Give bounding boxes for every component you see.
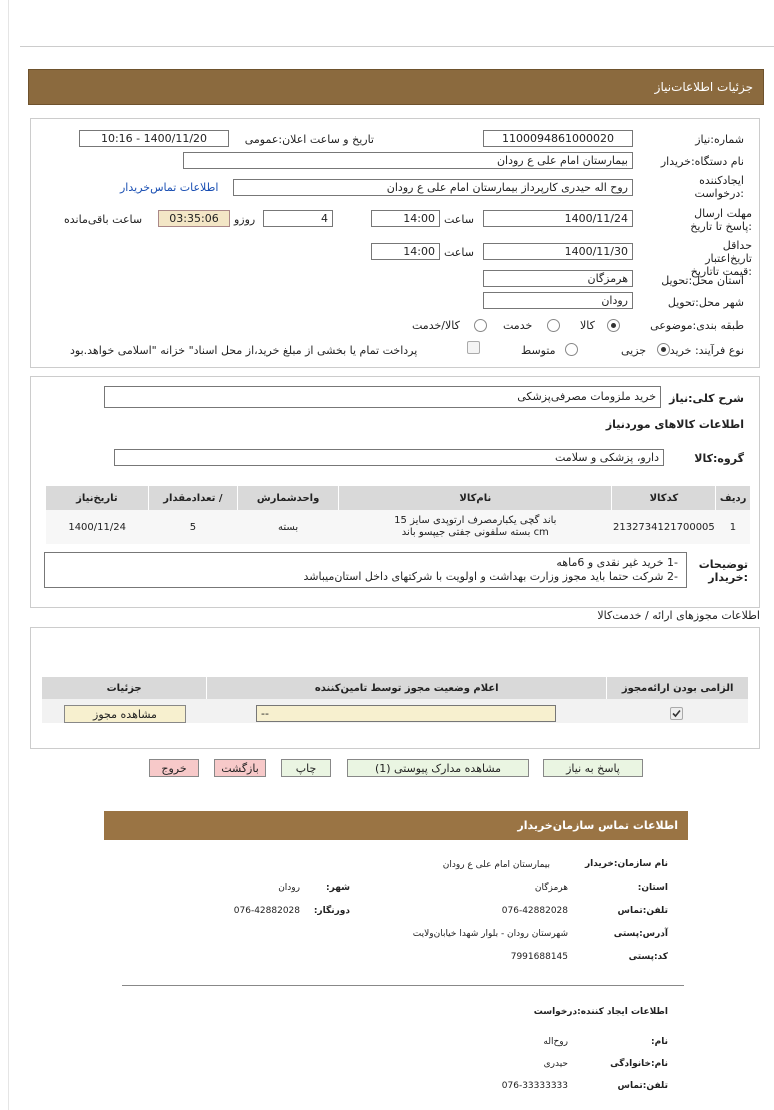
cell-row: 1 — [729, 521, 737, 533]
province-field[interactable]: هرمزگان — [483, 270, 633, 287]
reply-button[interactable]: پاسخ به نیاز — [543, 759, 643, 777]
contact-phone-label: تلفن:تماس — [617, 906, 668, 916]
contact-province-value: هرمزگان — [534, 883, 568, 893]
category-service-radio[interactable] — [547, 319, 560, 332]
contact-province-label: استان: — [637, 883, 668, 893]
goods-group-label: گروه:کالا — [694, 452, 744, 465]
process-minor-radio[interactable] — [657, 343, 670, 356]
top-divider — [20, 46, 774, 47]
deadline-date-field[interactable]: 1400/11/24 — [483, 210, 633, 227]
cell-qty: 5 — [189, 521, 197, 533]
contact-fax-label: دورنگار: — [313, 906, 350, 916]
permit-status-field[interactable]: -- — [256, 705, 556, 722]
cell-name — [339, 510, 612, 544]
treasury-payment-note: پرداخت تمام یا بخشی از مبلغ خرید،از محل اسناد" خزانه "اسلامی خواهد.بود — [70, 344, 418, 357]
contact-org-value: بیمارستان امام علی ع رودان — [442, 860, 550, 870]
city-field[interactable]: رودان — [483, 292, 633, 309]
goods-group-field[interactable]: دارو، پزشکی و سلامت — [114, 449, 664, 466]
contact-city-label: شهر: — [326, 883, 350, 893]
creator-info-title: اطلاعات ایجاد کننده:درخواست — [533, 1007, 668, 1017]
col-qty: / تعدادمقدار — [148, 486, 237, 510]
deadline-label: مهلت ارسال :پاسخ تا تاریخ — [690, 207, 752, 233]
contact-fax-value: 076-42882028 — [233, 906, 300, 916]
header-bar — [28, 69, 764, 105]
cell-code: 2132734121700005 — [612, 521, 715, 533]
deadline-time-label: ساعت — [444, 213, 474, 226]
category-label: طبقه بندی:موضوعی — [650, 319, 744, 332]
col-date: تاریخ‌نیاز — [46, 486, 148, 510]
process-label: نوع فرآیند: خرید — [669, 344, 744, 357]
left-border — [8, 0, 9, 1110]
cell-name-line1: باند گچی یکبارمصرف ارتوپدی سایز 15 — [394, 515, 557, 526]
creator-field[interactable]: روح اله حیدری کارپرداز بیمارستان امام علی ع رودان — [233, 179, 633, 196]
permit-required-checkbox[interactable] — [670, 707, 683, 720]
days-label: روزو — [234, 213, 256, 226]
col-unit: واحدشمارش — [238, 486, 339, 510]
contact-postal-label: کد:پستی — [628, 952, 668, 962]
treasury-payment-checkbox[interactable] — [467, 341, 480, 354]
col-required: الزامی بودن ارائه‌مجوز — [607, 677, 748, 699]
contact-header — [104, 811, 688, 840]
contact-title: اطلاعات تماس سازمان‌خریدار — [517, 819, 678, 832]
deadline-time-field[interactable]: 14:00 — [371, 210, 440, 227]
goods-table — [46, 486, 750, 544]
creator-family-label: نام:خانوادگی — [610, 1059, 668, 1069]
attachments-button[interactable]: مشاهده مدارک پیوستی (1) — [347, 759, 529, 777]
creator-family-value: حیدری — [543, 1059, 568, 1069]
buyer-notes-box — [44, 552, 687, 588]
permits-title: اطلاعات مجوزهای ارائه / خدمت‌کالا — [597, 609, 760, 622]
header-title: جزئیات اطلاعات‌نیاز — [654, 80, 753, 94]
col-details: جزئیات — [42, 677, 207, 699]
col-row: ردیف — [716, 486, 750, 510]
exit-button[interactable]: خروج — [149, 759, 199, 777]
buyer-notes-label: توضیحات :خریدار — [698, 558, 748, 584]
remaining-time: 03:35:06 — [158, 210, 230, 227]
process-medium-radio[interactable] — [565, 343, 578, 356]
view-permit-button[interactable]: مشاهده مجوز — [64, 705, 186, 723]
category-both-radio[interactable] — [474, 319, 487, 332]
process-minor-label: جزیی — [621, 344, 647, 357]
contact-address-value: شهرستان رودان - بلوار شهدا خیابان‌ولایت — [412, 929, 568, 939]
creator-name-label: نام: — [651, 1037, 668, 1047]
days-field[interactable]: 4 — [263, 210, 333, 227]
category-service-label: خدمت — [503, 319, 533, 332]
goods-info-title: اطلاعات کالاهای موردنیاز — [605, 418, 744, 431]
description-field[interactable]: خرید ملزومات مصرفی‌پزشکی — [104, 386, 661, 408]
description-label: شرح کلی:نیاز — [669, 392, 744, 405]
contact-postal-value: 7991688145 — [510, 952, 568, 962]
goods-table-grid — [46, 486, 750, 544]
creator-label: ایجادکننده :درخواست — [694, 174, 744, 200]
print-button[interactable]: چاپ — [281, 759, 331, 777]
province-label: استان محل:تحویل — [661, 274, 744, 287]
cell-name-line2: cm بسته سلفونی جفتی جیپسو باند — [401, 527, 549, 538]
buyer-org-field[interactable]: بیمارستان امام علی ع رودان — [183, 152, 633, 169]
buyer-contact-link[interactable]: اطلاعات تماس‌خریدار — [120, 181, 219, 194]
cell-unit: بسته — [278, 521, 299, 533]
table-row — [46, 510, 750, 544]
buyer-org-label: نام دستگاه:خریدار — [660, 155, 744, 168]
back-button[interactable]: بازگشت — [214, 759, 266, 777]
cell-date: 1400/11/24 — [68, 521, 126, 533]
creator-name-value: روح‌اله — [543, 1037, 568, 1047]
remaining-label: ساعت باقی‌مانده — [64, 213, 143, 226]
validity-time-label: ساعت — [444, 246, 474, 259]
need-number-label: شماره:نیاز — [695, 133, 744, 146]
city-label: شهر محل:تحویل — [667, 296, 744, 309]
validity-time-field[interactable]: 14:00 — [371, 243, 440, 260]
buyer-notes-line2: -2 شرکت حتما باید مجوز وزارت بهداشت و اولویت با شرکتهای داخل استان‌میباشد — [303, 570, 678, 583]
validity-date-field[interactable]: 1400/11/30 — [483, 243, 633, 260]
contact-phone-value: 076-42882028 — [501, 906, 568, 916]
col-status: اعلام وضعیت مجوز توسط تامین‌کننده — [207, 677, 607, 699]
creator-phone-label: تلفن:تماس — [617, 1081, 668, 1091]
contact-org-label: نام سازمان:خریدار — [584, 859, 668, 869]
contact-city-value: رودان — [278, 883, 300, 893]
creator-phone-value: 076-33333333 — [501, 1081, 568, 1091]
category-goods-radio[interactable] — [607, 319, 620, 332]
announce-label: تاریخ و ساعت اعلان:عمومی — [244, 133, 374, 146]
contact-address-label: آدرس:پستی — [613, 929, 668, 939]
col-name: نام‌کالا — [339, 486, 612, 510]
need-number-field[interactable]: 1100094861000020 — [483, 130, 633, 147]
buyer-notes-line1: -1 خرید غیر نقدی و 6ماهه — [556, 556, 678, 569]
min-validity-label: حداقل تاریخ‌اعتبار :قیمت تا‌تاریخ — [690, 239, 752, 278]
process-medium-label: متوسط — [521, 344, 556, 357]
category-both-label: کالا/خدمت — [412, 319, 460, 332]
announce-field[interactable]: 1400/11/20 - 10:16 — [79, 130, 229, 147]
col-code: کدکالا — [612, 486, 716, 510]
check-icon — [671, 708, 682, 719]
contact-divider — [122, 985, 684, 986]
category-goods-label: کالا — [580, 319, 595, 332]
